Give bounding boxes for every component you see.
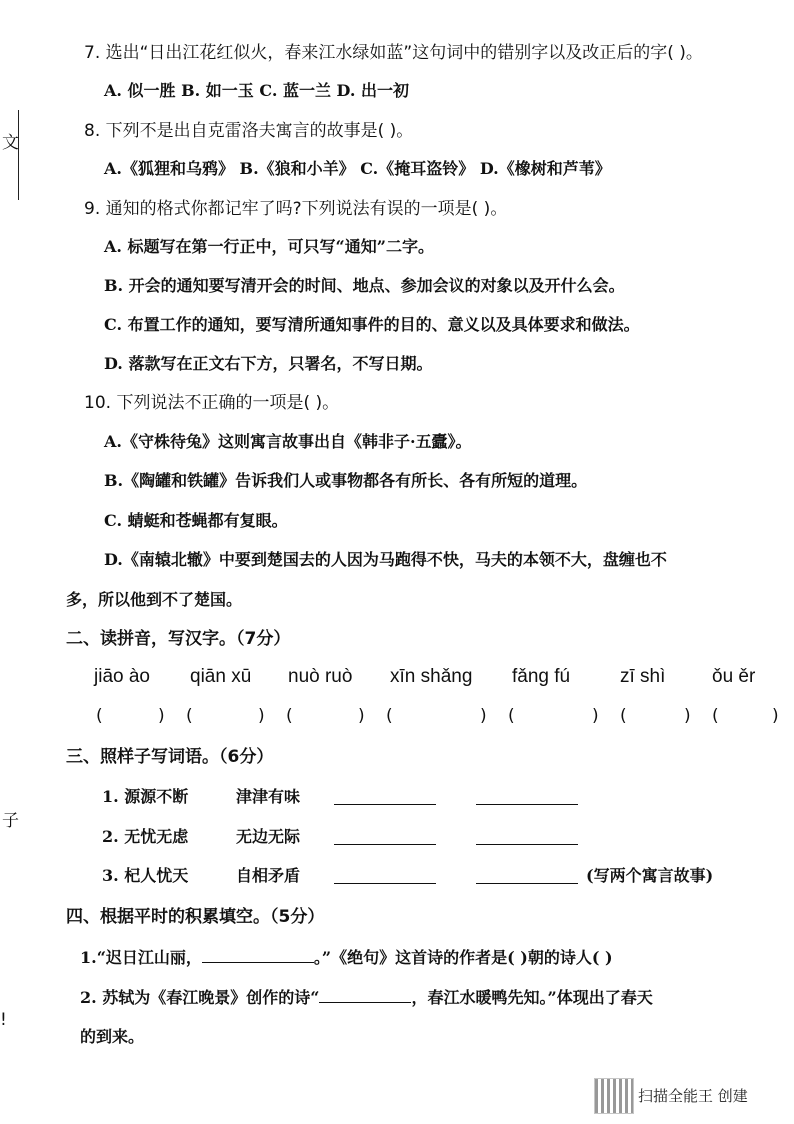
margin-line-top <box>18 110 19 200</box>
q9-option-b: B. 开会的通知要写清开会的时间、地点、参加会议的对象以及开什么会。 <box>104 276 625 295</box>
section4-title: 四、根据平时的积累填空。（5分） <box>66 907 325 927</box>
answer-parens-row <box>0 706 794 728</box>
q9-option-d: D. 落款写在正文右下方，只署名，不写日期。 <box>104 354 433 373</box>
paren-close-1[interactable]: ) <box>158 706 165 726</box>
s4-q2-cont: 的到来。 <box>80 1027 145 1046</box>
paren-open-1[interactable]: ( <box>96 706 103 726</box>
margin-char-excl: ! <box>0 1010 7 1030</box>
q10-option-d-cont: 多，所以他到不了楚国。 <box>66 590 243 609</box>
footer-text: 扫描全能王 创建 <box>638 1087 748 1105</box>
s3-row2-blank2[interactable] <box>476 828 578 845</box>
paren-open-6[interactable]: ( <box>620 706 627 726</box>
margin-char-zi: 子 <box>2 811 19 831</box>
s4-q1 <box>80 946 794 969</box>
s4-q1-part-b: 。”《绝句》这首诗的作者是( )朝的诗人( ) <box>313 948 613 967</box>
q10-option-a: A.《守株待兔》这则寓言故事出自《韩非子·五蠹》。 <box>104 432 472 451</box>
paren-open-7[interactable]: ( <box>712 706 719 726</box>
paren-close-2[interactable]: ) <box>258 706 265 726</box>
s3-row1-num: 1. 源源不断 <box>102 787 189 806</box>
s4-q2 <box>80 986 794 1009</box>
s3-row3-note: (写两个寓言故事) <box>586 866 714 885</box>
q9-option-c: C. 布置工作的通知，要写清所通知事件的目的、意义以及具体要求和做法。 <box>104 315 640 334</box>
s3-row1-example: 津津有味 <box>236 787 301 806</box>
s3-row3-blank1[interactable] <box>334 867 436 884</box>
section3-title: 三、照样子写词语。（6分） <box>66 747 274 767</box>
q8-options: A.《狐狸和乌鸦》 B.《狼和小羊》 C.《掩耳盗铃》 D.《橡树和芦苇》 <box>104 159 611 178</box>
pinyin-1: jiāo ào <box>94 666 150 687</box>
pinyin-2: qiān xū <box>190 666 252 687</box>
paren-open-2[interactable]: ( <box>186 706 193 726</box>
pinyin-row <box>0 666 794 692</box>
q7-options: A. 似一胜 B. 如一玉 C. 蓝一兰 D. 出一初 <box>104 81 409 100</box>
s3-row3-num: 3. 杞人忧天 <box>102 866 189 885</box>
q10-option-c: C. 蜻蜓和苍蝇都有复眼。 <box>104 511 288 530</box>
s3-row3-blank2[interactable] <box>476 867 578 884</box>
s4-q1-blank[interactable] <box>202 946 314 963</box>
s3-row1-blank1[interactable] <box>334 788 436 805</box>
s4-q2-part-a: 2. 苏轼为《春江晚景》创作的诗“ <box>80 988 320 1007</box>
s4-q2-blank[interactable] <box>319 986 411 1003</box>
pinyin-7: ǒu ěr <box>712 666 756 687</box>
s3-row2-example: 无边无际 <box>236 827 301 846</box>
margin-char-wen: 文 <box>2 133 19 153</box>
pinyin-4: xīn shǎng <box>390 666 473 687</box>
paren-close-7[interactable]: ) <box>772 706 779 726</box>
s4-q2-part-b: ，春江水暖鸭先知。”体现出了春天 <box>411 988 653 1007</box>
s3-row1-blank2[interactable] <box>476 788 578 805</box>
s3-row2-blank1[interactable] <box>334 828 436 845</box>
paren-open-5[interactable]: ( <box>508 706 515 726</box>
q10-stem: 10. 下列说法不正确的一项是( )。 <box>84 393 340 413</box>
paren-open-4[interactable]: ( <box>386 706 393 726</box>
s3-row3-example: 自相矛盾 <box>236 866 301 885</box>
q9-stem: 9. 通知的格式你都记牢了吗?下列说法有误的一项是( )。 <box>84 199 508 219</box>
s4-q1-part-a: 1.“迟日江山丽， <box>80 948 202 967</box>
q8-stem: 8. 下列不是出自克雷洛夫寓言的故事是( )。 <box>84 121 414 141</box>
pinyin-5: fǎng fú <box>512 666 571 687</box>
q7-stem: 7. 选出“日出江花红似火，春来江水绿如蓝”这句词中的错别字以及改正后的字( )。 <box>84 43 703 63</box>
paren-open-3[interactable]: ( <box>286 706 293 726</box>
q9-option-a: A. 标题写在第一行正中，可只写“通知”二字。 <box>104 237 434 256</box>
scanner-footer <box>594 1078 784 1112</box>
section2-title: 二、读拼音，写汉字。（7分） <box>66 629 291 649</box>
paren-close-6[interactable]: ) <box>684 706 691 726</box>
q10-option-d: D.《南辕北辙》中要到楚国去的人因为马跑得不快，马夫的本领不大，盘缠也不 <box>104 550 667 569</box>
paren-close-3[interactable]: ) <box>358 706 365 726</box>
s3-row2-num: 2. 无忧无虑 <box>102 827 189 846</box>
pinyin-6: zī shì <box>620 666 666 687</box>
pinyin-3: nuò ruò <box>288 666 353 687</box>
paren-close-4[interactable]: ) <box>480 706 487 726</box>
paren-close-5[interactable]: ) <box>592 706 599 726</box>
q10-option-b: B.《陶罐和铁罐》告诉我们人或事物都各有所长、各有所短的道理。 <box>104 471 588 490</box>
qr-code-icon <box>594 1078 634 1114</box>
